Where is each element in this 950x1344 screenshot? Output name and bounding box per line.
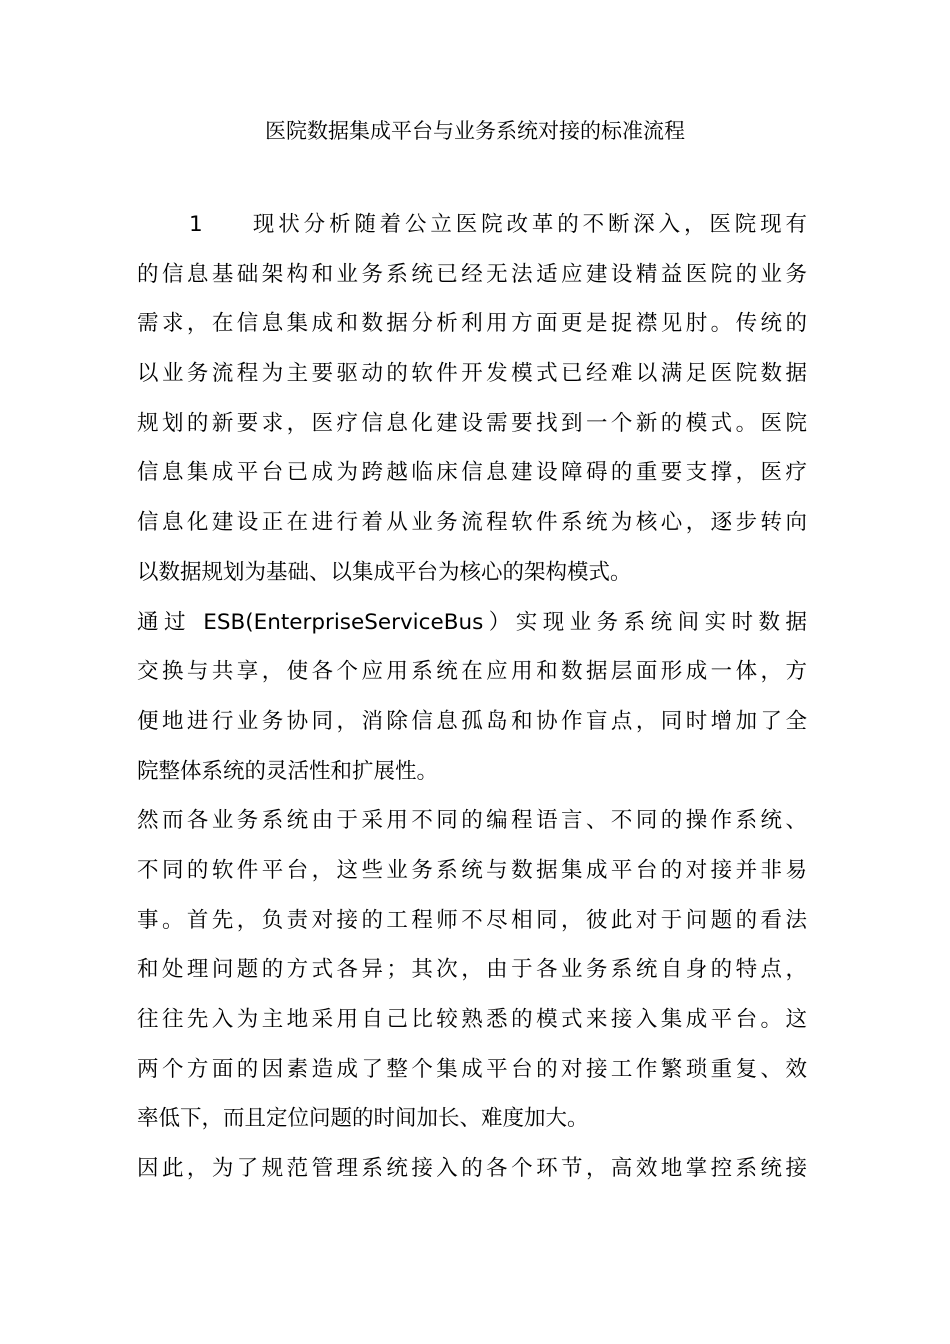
paragraph-line: 事。首先，负责对接的工程师不尽相同，彼此对于问题的看法 bbox=[137, 907, 807, 933]
paragraph-line: 然而各业务系统由于采用不同的编程语言、不同的操作系统、 bbox=[137, 808, 807, 834]
paragraph-esb bbox=[137, 598, 807, 797]
document-body bbox=[137, 200, 807, 1194]
paragraph-line: 因此，为了规范管理系统接入的各个环节，高效地掌控系统接 bbox=[137, 1156, 807, 1182]
paragraph-line: 以业务流程为主要驱动的软件开发模式已经难以满足医院数据 bbox=[137, 361, 807, 387]
paragraph-integration-issues bbox=[137, 796, 807, 1144]
paragraph-line: 的信息基础架构和业务系统已经无法适应建设精益医院的业务 bbox=[137, 261, 807, 287]
paragraph-line: 交换与共享，使各个应用系统在应用和数据层面形成一体，方 bbox=[137, 659, 807, 685]
paragraph-line: 规划的新要求，医疗信息化建设需要找到一个新的模式。医院 bbox=[137, 410, 807, 436]
paragraph-line: 信息化建设正在进行着从业务流程软件系统为核心，逐步转向 bbox=[137, 510, 807, 536]
paragraph-line: 率低下，而且定位问题的时间加长、难度加大。 bbox=[137, 1106, 589, 1132]
paragraph-line: 和处理问题的方式各异；其次，由于各业务系统自身的特点， bbox=[137, 957, 807, 983]
paragraph-line: 便地进行业务协同，消除信息孤岛和协作盲点，同时增加了全 bbox=[137, 708, 807, 734]
paragraph-status-analysis bbox=[137, 200, 807, 598]
paragraph-line: 两个方面的因素造成了整个集成平台的对接工作繁琐重复、效 bbox=[137, 1056, 807, 1082]
paragraph-conclusion bbox=[137, 1144, 807, 1194]
paragraph-line: 不同的软件平台，这些业务系统与数据集成平台的对接并非易 bbox=[137, 857, 807, 883]
paragraph-line: 往往先入为主地采用自己比较熟悉的模式来接入集成平台。这 bbox=[137, 1007, 807, 1032]
paragraph-line: 信息集成平台已成为跨越临床信息建设障碍的重要支撑，医疗 bbox=[137, 460, 807, 486]
paragraph-line: 需求，在信息集成和数据分析利用方面更是捉襟见肘。传统的 bbox=[137, 311, 807, 337]
document-title: 医院数据集成平台与业务系统对接的标准流程 bbox=[265, 119, 685, 143]
paragraph-line-text: 现状分析随着公立医院改革的不断深入，医院现有 bbox=[249, 212, 807, 237]
paragraph-line: 院整体系统的灵活性和扩展性。 bbox=[137, 758, 439, 784]
paragraph-line: 通过 ESB(EnterpriseServiceBus）实现业务系统间实时数据 bbox=[137, 609, 807, 635]
section-number: 1 bbox=[189, 212, 203, 237]
paragraph-line bbox=[137, 200, 807, 250]
paragraph-line: 以数据规划为基础、以集成平台为核心的架构模式。 bbox=[137, 559, 632, 585]
